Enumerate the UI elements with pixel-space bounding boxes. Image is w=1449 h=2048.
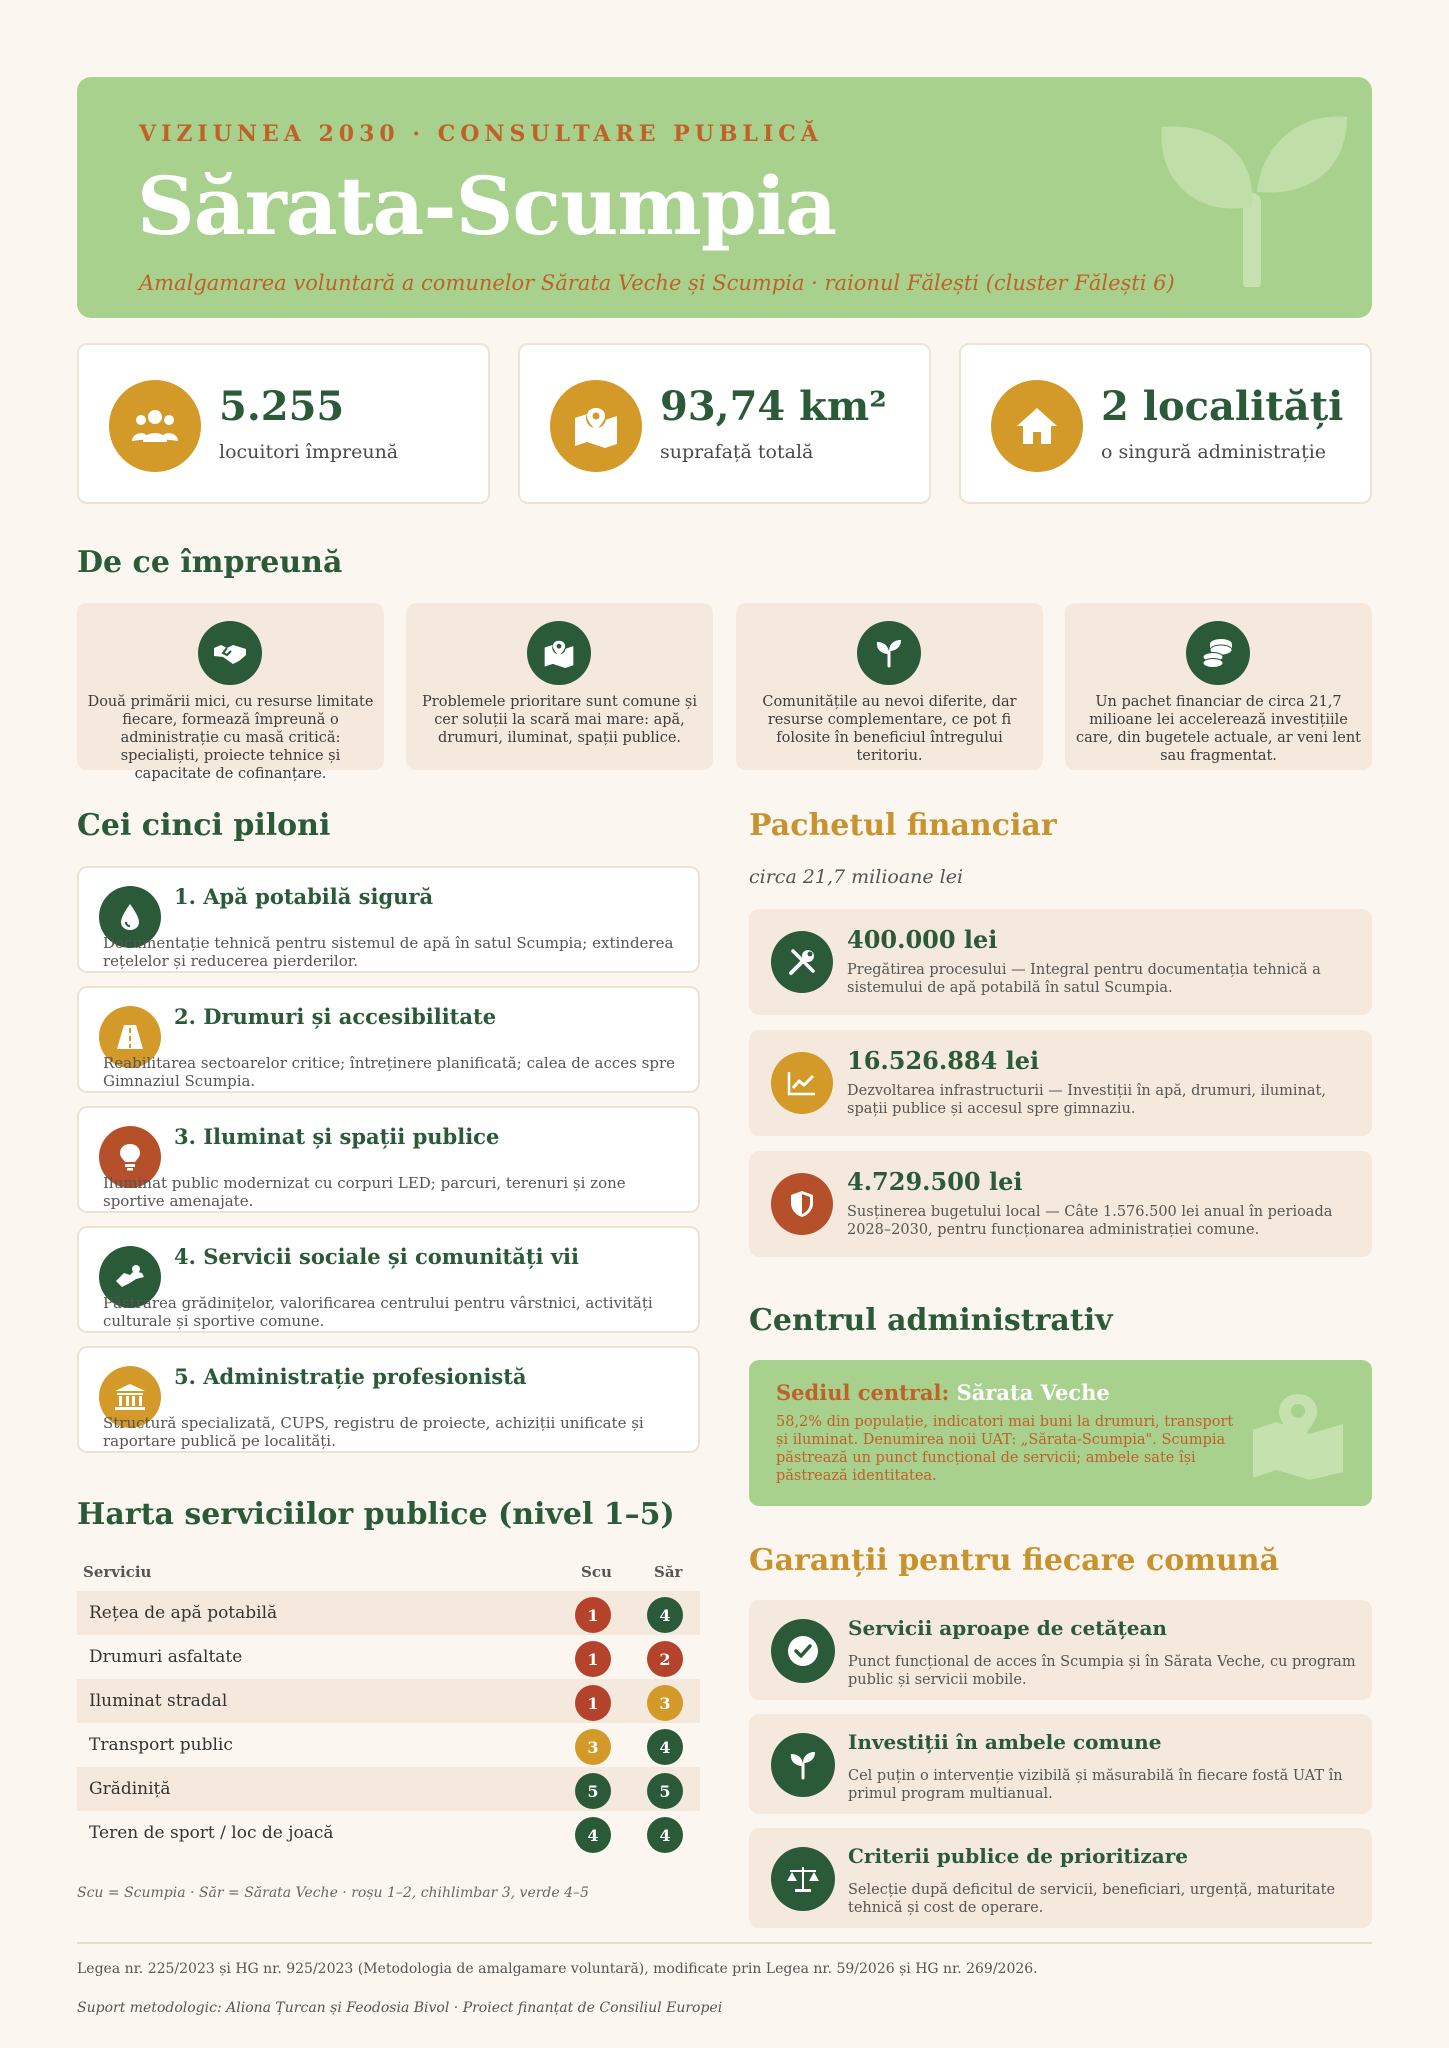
shield-icon: [771, 1173, 833, 1235]
level-badge-scumpia: 5: [575, 1773, 611, 1809]
guarantee-title: Investiții în ambele comune: [848, 1730, 1162, 1754]
stat-card-area: [518, 343, 931, 504]
level-badge-scumpia: 1: [575, 1641, 611, 1677]
stat-value: 93,74 km²: [660, 383, 887, 430]
service-name: Iluminat stradal: [89, 1691, 228, 1711]
why-card: [406, 603, 713, 770]
chart-icon: [771, 1052, 833, 1114]
level-badge-scumpia: 1: [575, 1597, 611, 1633]
service-name: Rețea de apă potabilă: [89, 1603, 278, 1623]
table-row: [77, 1811, 700, 1855]
finance-amount: 4.729.500 lei: [847, 1167, 1023, 1196]
hero-kicker: VIZIUNEA 2030 · CONSULTARE PUBLICĂ: [139, 121, 823, 147]
hero-subtitle: Amalgamarea voluntară a comunelor Sărata Veche și Scumpia · raionul Fălești (cluster Fălești 6): [139, 271, 1175, 295]
hero-banner: [77, 77, 1372, 318]
people-icon: [109, 380, 201, 472]
level-badge-scumpia: 3: [575, 1729, 611, 1765]
pillar-card: [77, 1346, 700, 1453]
service-name: Transport public: [89, 1735, 233, 1755]
guarantee-desc: Selecție după deficitul de servicii, beneficiari, urgență, maturitate tehnică și cost de operare.: [848, 1882, 1336, 1916]
table-row: [77, 1679, 700, 1723]
level-badge-sarata: 4: [647, 1597, 683, 1633]
guarantee-card: [749, 1600, 1372, 1700]
service-name: Teren de sport / loc de joacă: [89, 1823, 334, 1843]
table-header: [77, 1553, 700, 1591]
home-icon: [991, 380, 1083, 472]
sprout-icon: [857, 621, 921, 685]
section-heading-finance: Pachetul financiar: [749, 808, 1057, 843]
finance-amount: 400.000 lei: [847, 925, 998, 954]
pillar-title: 4. Servicii sociale și comunități vii: [174, 1244, 579, 1269]
stat-card-population: [77, 343, 490, 504]
map-icon: [550, 380, 642, 472]
level-badge-scumpia: 4: [575, 1817, 611, 1853]
col-header-service: Serviciu: [83, 1563, 152, 1581]
map-pin-icon: [1248, 1390, 1348, 1480]
map-icon: [527, 621, 591, 685]
why-text: Problemele prioritare sunt comune și cer soluții la scară mai mare: apă, drumuri, iluminat, spații publice.: [422, 694, 697, 746]
section-heading-guarantees: Garanții pentru fiecare comună: [749, 1543, 1280, 1578]
table-legend: Scu = Scumpia · Săr = Sărata Veche · roșu 1–2, chihlimbar 3, verde 4–5: [77, 1885, 589, 1901]
section-heading-services: Harta serviciilor publice (nivel 1–5): [77, 1497, 675, 1532]
guarantee-card: [749, 1714, 1372, 1814]
leaf-icon: [1152, 107, 1352, 287]
admin-headline: [776, 1380, 1110, 1405]
table-row: [77, 1767, 700, 1811]
sprout-icon: [771, 1733, 835, 1797]
admin-center-card: [749, 1360, 1372, 1506]
why-card: [736, 603, 1043, 770]
pillar-title: 1. Apă potabilă sigură: [174, 884, 434, 909]
stat-value: 2 localități: [1101, 383, 1344, 430]
pillar-title: 3. Iluminat și spații publice: [174, 1124, 500, 1149]
finance-desc: Dezvoltarea infrastructurii — Investiții în apă, drumuri, iluminat, spații publice și accesul spre gimnaziu.: [847, 1083, 1326, 1117]
finance-card: [749, 1030, 1372, 1136]
pillar-desc: Iluminat public modernizat cu corpuri LED; parcuri, terenuri și zone sportive amenajate.: [103, 1174, 626, 1210]
finance-card: [749, 909, 1372, 1015]
tools-icon: [771, 931, 833, 993]
pillar-card: [77, 1226, 700, 1333]
section-heading-admin: Centrul administrativ: [749, 1303, 1113, 1338]
service-name: Grădiniță: [89, 1779, 171, 1799]
stat-label: locuitori împreună: [219, 441, 399, 463]
footer-support: Suport metodologic: Aliona Țurcan și Feodosia Bivol · Proiect finanțat de Consiliul Europei: [77, 2000, 723, 2016]
pillar-title: 2. Drumuri și accesibilitate: [174, 1004, 497, 1029]
coins-icon: [1186, 621, 1250, 685]
finance-desc: Pregătirea procesului — Integral pentru documentația tehnică a sistemului de apă potabilă în satul Scumpia.: [847, 962, 1321, 996]
finance-desc: Susținerea bugetului local — Câte 1.576.500 lei anual în perioada 2028–2030, pentru funcționarea administrației comune.: [847, 1204, 1333, 1238]
pillar-desc: Documentație tehnică pentru sistemul de apă în satul Scumpia; extinderea rețelelor și reducerea pierderilor.: [103, 934, 674, 970]
level-badge-sarata: 3: [647, 1685, 683, 1721]
pillar-desc: Structură specializată, CUPS, registru de proiecte, achiziții unificate și raportare publică pe localități.: [103, 1414, 644, 1450]
stat-card-localities: [959, 343, 1372, 504]
why-text: Un pachet financiar de circa 21,7 milioane lei accelerează investițiile care, din bugetele actuale, ar veni lent sau fragmentat.: [1075, 694, 1362, 764]
level-badge-scumpia: 1: [575, 1685, 611, 1721]
guarantee-desc: Cel puțin o intervenție vizibilă și măsurabilă în fiecare fostă UAT în primul program multianual.: [848, 1768, 1343, 1802]
page-title: Sărata-Scumpia: [137, 159, 837, 253]
pillar-desc: Păstrarea grădinițelor, valorificarea centrului pentru vârstnici, activități culturale și sportive comune.: [103, 1294, 653, 1330]
admin-label: Sediul central:: [776, 1380, 950, 1405]
footer-law: Legea nr. 225/2023 și HG nr. 925/2023 (Metodologia de amalgamare voluntară), modificate prin Legea nr. 59/2026 și HG nr. 269/2026.: [77, 1961, 1038, 1977]
section-heading-why: De ce împreună: [77, 545, 343, 580]
pillar-card: [77, 1106, 700, 1213]
pillar-title: 5. Administrație profesionistă: [174, 1364, 527, 1389]
service-name: Drumuri asfaltate: [89, 1647, 243, 1667]
handshake-icon: [198, 621, 262, 685]
table-row: [77, 1723, 700, 1767]
level-badge-sarata: 4: [647, 1817, 683, 1853]
why-text: Două primării mici, cu resurse limitate fiecare, formează împreună o administrație cu masă critică: specialiști, proiecte tehnice și capacitate de cofinanțare.: [87, 694, 374, 782]
admin-text: 58,2% din populație, indicatori mai buni la drumuri, transport și iluminat. Denumirea noii UAT: „Sărata-Scumpia". Scumpia păstrează un punct funcțional de servicii; ambele sate își păstrează identitatea.: [776, 1414, 1234, 1484]
why-card: [77, 603, 384, 782]
guarantee-card: [749, 1828, 1372, 1928]
why-text: Comunitățile au nevoi diferite, dar resurse complementare, ce pot fi folosite în beneficiul întregului teritoriu.: [762, 694, 1017, 764]
col-header-scu: Scu: [581, 1563, 612, 1581]
guarantee-title: Criterii publice de prioritizare: [848, 1844, 1188, 1868]
level-badge-sarata: 4: [647, 1729, 683, 1765]
stat-value: 5.255: [219, 383, 345, 430]
admin-seat: Sărata Veche: [956, 1380, 1110, 1405]
services-table: [77, 1553, 700, 1855]
stat-label: suprafață totală: [660, 441, 814, 463]
guarantee-title: Servicii aproape de cetățean: [848, 1616, 1167, 1640]
guarantee-desc: Punct funcțional de acces în Scumpia și în Sărata Veche, cu program public și servicii mobile.: [848, 1654, 1356, 1688]
why-card: [1065, 603, 1372, 770]
level-badge-sarata: 5: [647, 1773, 683, 1809]
finance-subtitle: circa 21,7 milioane lei: [749, 866, 964, 888]
stat-label: o singură administrație: [1101, 441, 1327, 463]
col-header-sar: Săr: [654, 1563, 683, 1581]
scales-icon: [771, 1847, 835, 1911]
finance-card: [749, 1151, 1372, 1257]
pillar-card: [77, 986, 700, 1093]
pillar-desc: Reabilitarea sectoarelor critice; întreținere planificată; calea de acces spre Gimnaziul Scumpia.: [103, 1054, 675, 1090]
table-row: [77, 1635, 700, 1679]
check-icon: [771, 1619, 835, 1683]
finance-amount: 16.526.884 lei: [847, 1046, 1040, 1075]
section-heading-pillars: Cei cinci piloni: [77, 808, 331, 843]
pillar-card: [77, 866, 700, 973]
footer-divider: [77, 1942, 1372, 1944]
level-badge-sarata: 2: [647, 1641, 683, 1677]
table-row: [77, 1591, 700, 1635]
